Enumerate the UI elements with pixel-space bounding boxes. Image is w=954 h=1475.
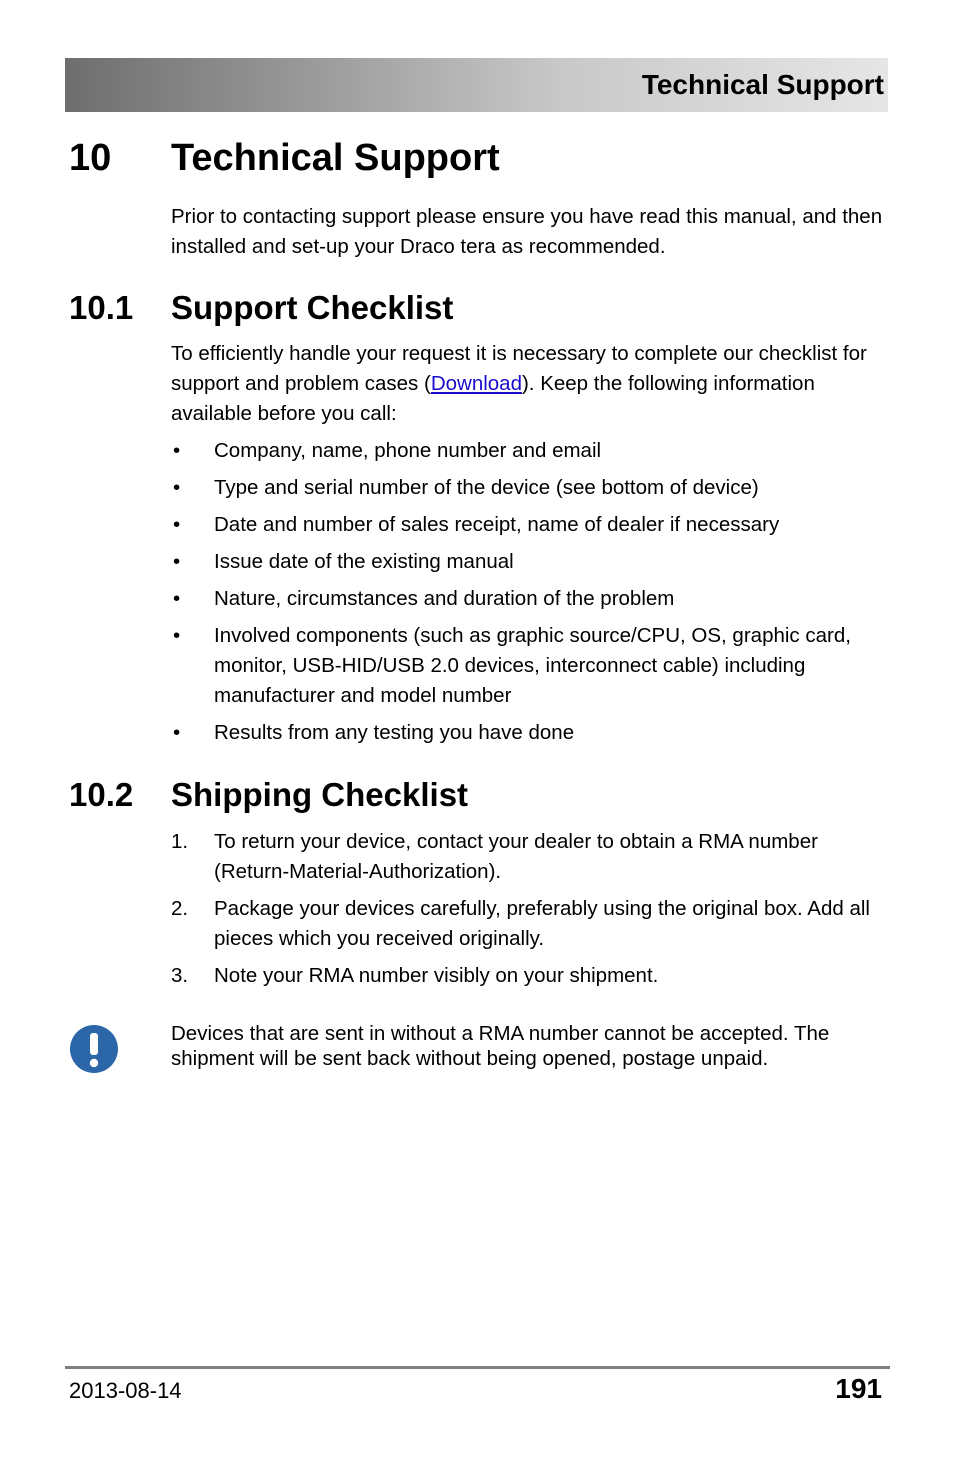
chapter-number: 10: [69, 137, 112, 179]
checklist-item-text: Company, name, phone number and email: [214, 439, 602, 462]
running-header-title: Technical Support: [641, 69, 884, 100]
download-link[interactable]: Download: [430, 372, 522, 395]
shipping-step: [171, 894, 891, 954]
checklist-item-text: Type and serial number of the device (see bottom of device): [214, 476, 759, 499]
page-number: 191: [835, 1373, 882, 1404]
checklist-item: [171, 718, 891, 748]
checklist-item: [171, 547, 891, 577]
section-heading-support-checklist: [69, 289, 453, 327]
step-number: 1.: [171, 830, 189, 853]
bullet-marker: •: [173, 476, 181, 499]
step-text: Package your devices carefully, preferably using the original box. Add all pieces which you received originally.: [214, 897, 870, 950]
section-title: Support Checklist: [171, 289, 454, 326]
footer-date: 2013-08-14: [69, 1378, 182, 1403]
checklist-item-text: Issue date of the existing manual: [214, 550, 514, 573]
intro-text-part: ). Keep the following information available before you call:: [171, 372, 815, 425]
checklist-item: [171, 473, 891, 503]
support-checklist-intro: [171, 339, 891, 429]
section-number: 10.2: [69, 776, 134, 813]
checklist-item: [171, 510, 891, 540]
chapter-heading: [69, 137, 500, 180]
section-number: 10.1: [69, 289, 134, 326]
checklist-item-text: Involved components (such as graphic source/CPU, OS, graphic card, monitor, USB-HID/USB 2.0 devices, interconnect cable) including manufacturer and model number: [214, 624, 851, 707]
checklist-item-text: Results from any testing you have done: [214, 721, 575, 744]
checklist-item: [171, 436, 891, 466]
checklist-item: [171, 621, 891, 711]
running-header: [65, 58, 888, 112]
bullet-marker: •: [173, 550, 181, 573]
step-text: Note your RMA number visibly on your shipment.: [214, 964, 659, 987]
note-text: Devices that are sent in without a RMA number cannot be accepted. The shipment will be sent back without being opened, postage unpaid.: [171, 1022, 830, 1070]
chapter-intro: Prior to contacting support please ensure you have read this manual, and then installed and set-up your Draco tera as recommended.: [171, 205, 883, 258]
bullet-marker: •: [173, 587, 181, 610]
section-heading-shipping-checklist: [69, 776, 468, 814]
footer-divider: [65, 1366, 890, 1369]
checklist-item: [171, 584, 891, 614]
bullet-marker: •: [173, 439, 181, 462]
shipping-step: [171, 961, 891, 991]
step-number: 3.: [171, 964, 189, 987]
bullet-marker: •: [173, 624, 181, 647]
exclamation-icon: [70, 1025, 118, 1073]
intro-text-part: To efficiently handle your request it is necessary to complete our checklist for support and problem cases (: [171, 342, 867, 395]
chapter-title: Technical Support: [171, 137, 500, 179]
shipping-checklist-steps: [171, 827, 891, 998]
section-title: Shipping Checklist: [171, 776, 469, 813]
bullet-marker: •: [173, 513, 181, 536]
support-checklist-list: [171, 436, 891, 755]
checklist-item-text: Date and number of sales receipt, name of dealer if necessary: [214, 513, 780, 536]
step-number: 2.: [171, 897, 189, 920]
shipping-step: [171, 827, 891, 887]
step-text: To return your device, contact your dealer to obtain a RMA number (Return-Material-Authorization).: [214, 830, 818, 883]
checklist-item-text: Nature, circumstances and duration of the problem: [214, 587, 675, 610]
bullet-marker: •: [173, 721, 181, 744]
